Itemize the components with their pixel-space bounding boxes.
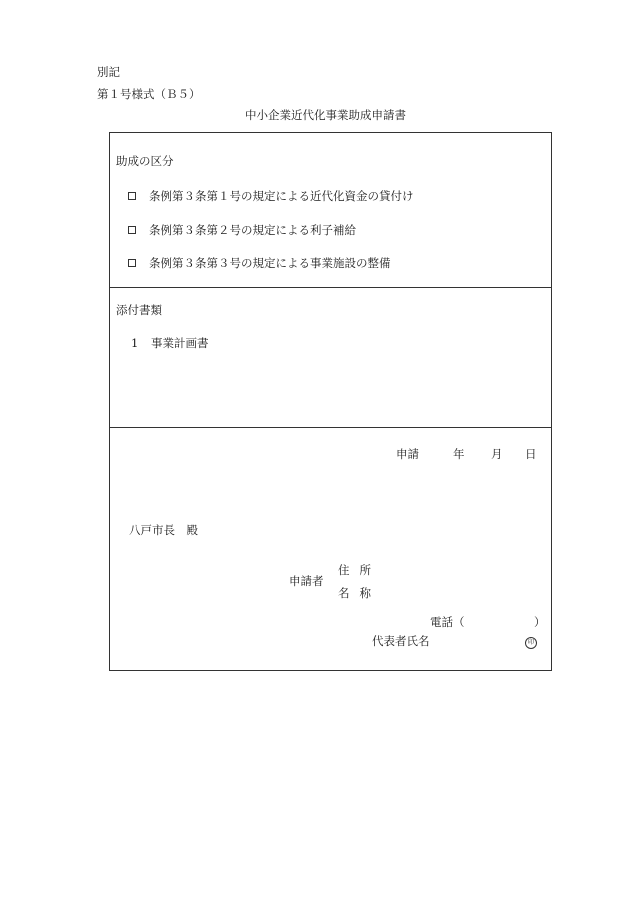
representative-label: 代表者氏名 bbox=[372, 634, 430, 648]
category-option-2[interactable] bbox=[128, 222, 356, 238]
document-title: 中小企業近代化事業助成申請書 bbox=[245, 108, 406, 122]
day-label: 日 bbox=[525, 447, 537, 461]
addressee: 八戸市長 殿 bbox=[129, 523, 198, 537]
phone-close: ） bbox=[534, 615, 546, 629]
attachment-item-label: 事業計画書 bbox=[151, 336, 209, 350]
option-label: 条例第３条第１号の規定による近代化資金の貸付け bbox=[149, 189, 414, 203]
note-label: 別記 bbox=[97, 65, 120, 79]
attachments-heading: 添付書類 bbox=[116, 303, 162, 317]
category-section bbox=[110, 133, 551, 288]
attachments-section bbox=[110, 288, 551, 428]
name-label: 名称 bbox=[338, 586, 381, 600]
phone-label: 電話（ bbox=[430, 615, 465, 629]
seal-icon: 印 bbox=[525, 637, 537, 649]
checkbox-icon[interactable] bbox=[128, 259, 136, 267]
option-label: 条例第３条第３号の規定による事業施設の整備 bbox=[149, 256, 391, 270]
category-option-3[interactable] bbox=[128, 255, 391, 271]
month-label: 月 bbox=[491, 447, 503, 461]
checkbox-icon[interactable] bbox=[128, 192, 136, 200]
attachment-item-number: 1 bbox=[131, 336, 139, 350]
year-label: 年 bbox=[453, 447, 465, 461]
checkbox-icon[interactable] bbox=[128, 226, 136, 234]
form-number: 第１号様式（Ｂ５） bbox=[97, 87, 201, 101]
category-option-1[interactable] bbox=[128, 188, 414, 204]
address-label: 住所 bbox=[338, 563, 381, 577]
applicant-label: 申請者 bbox=[289, 574, 324, 588]
application-section bbox=[110, 428, 551, 670]
option-label: 条例第３条第２号の規定による利子補給 bbox=[149, 223, 356, 237]
date-prefix: 申請 bbox=[396, 447, 419, 461]
application-form bbox=[109, 132, 552, 671]
category-heading: 助成の区分 bbox=[116, 154, 174, 168]
